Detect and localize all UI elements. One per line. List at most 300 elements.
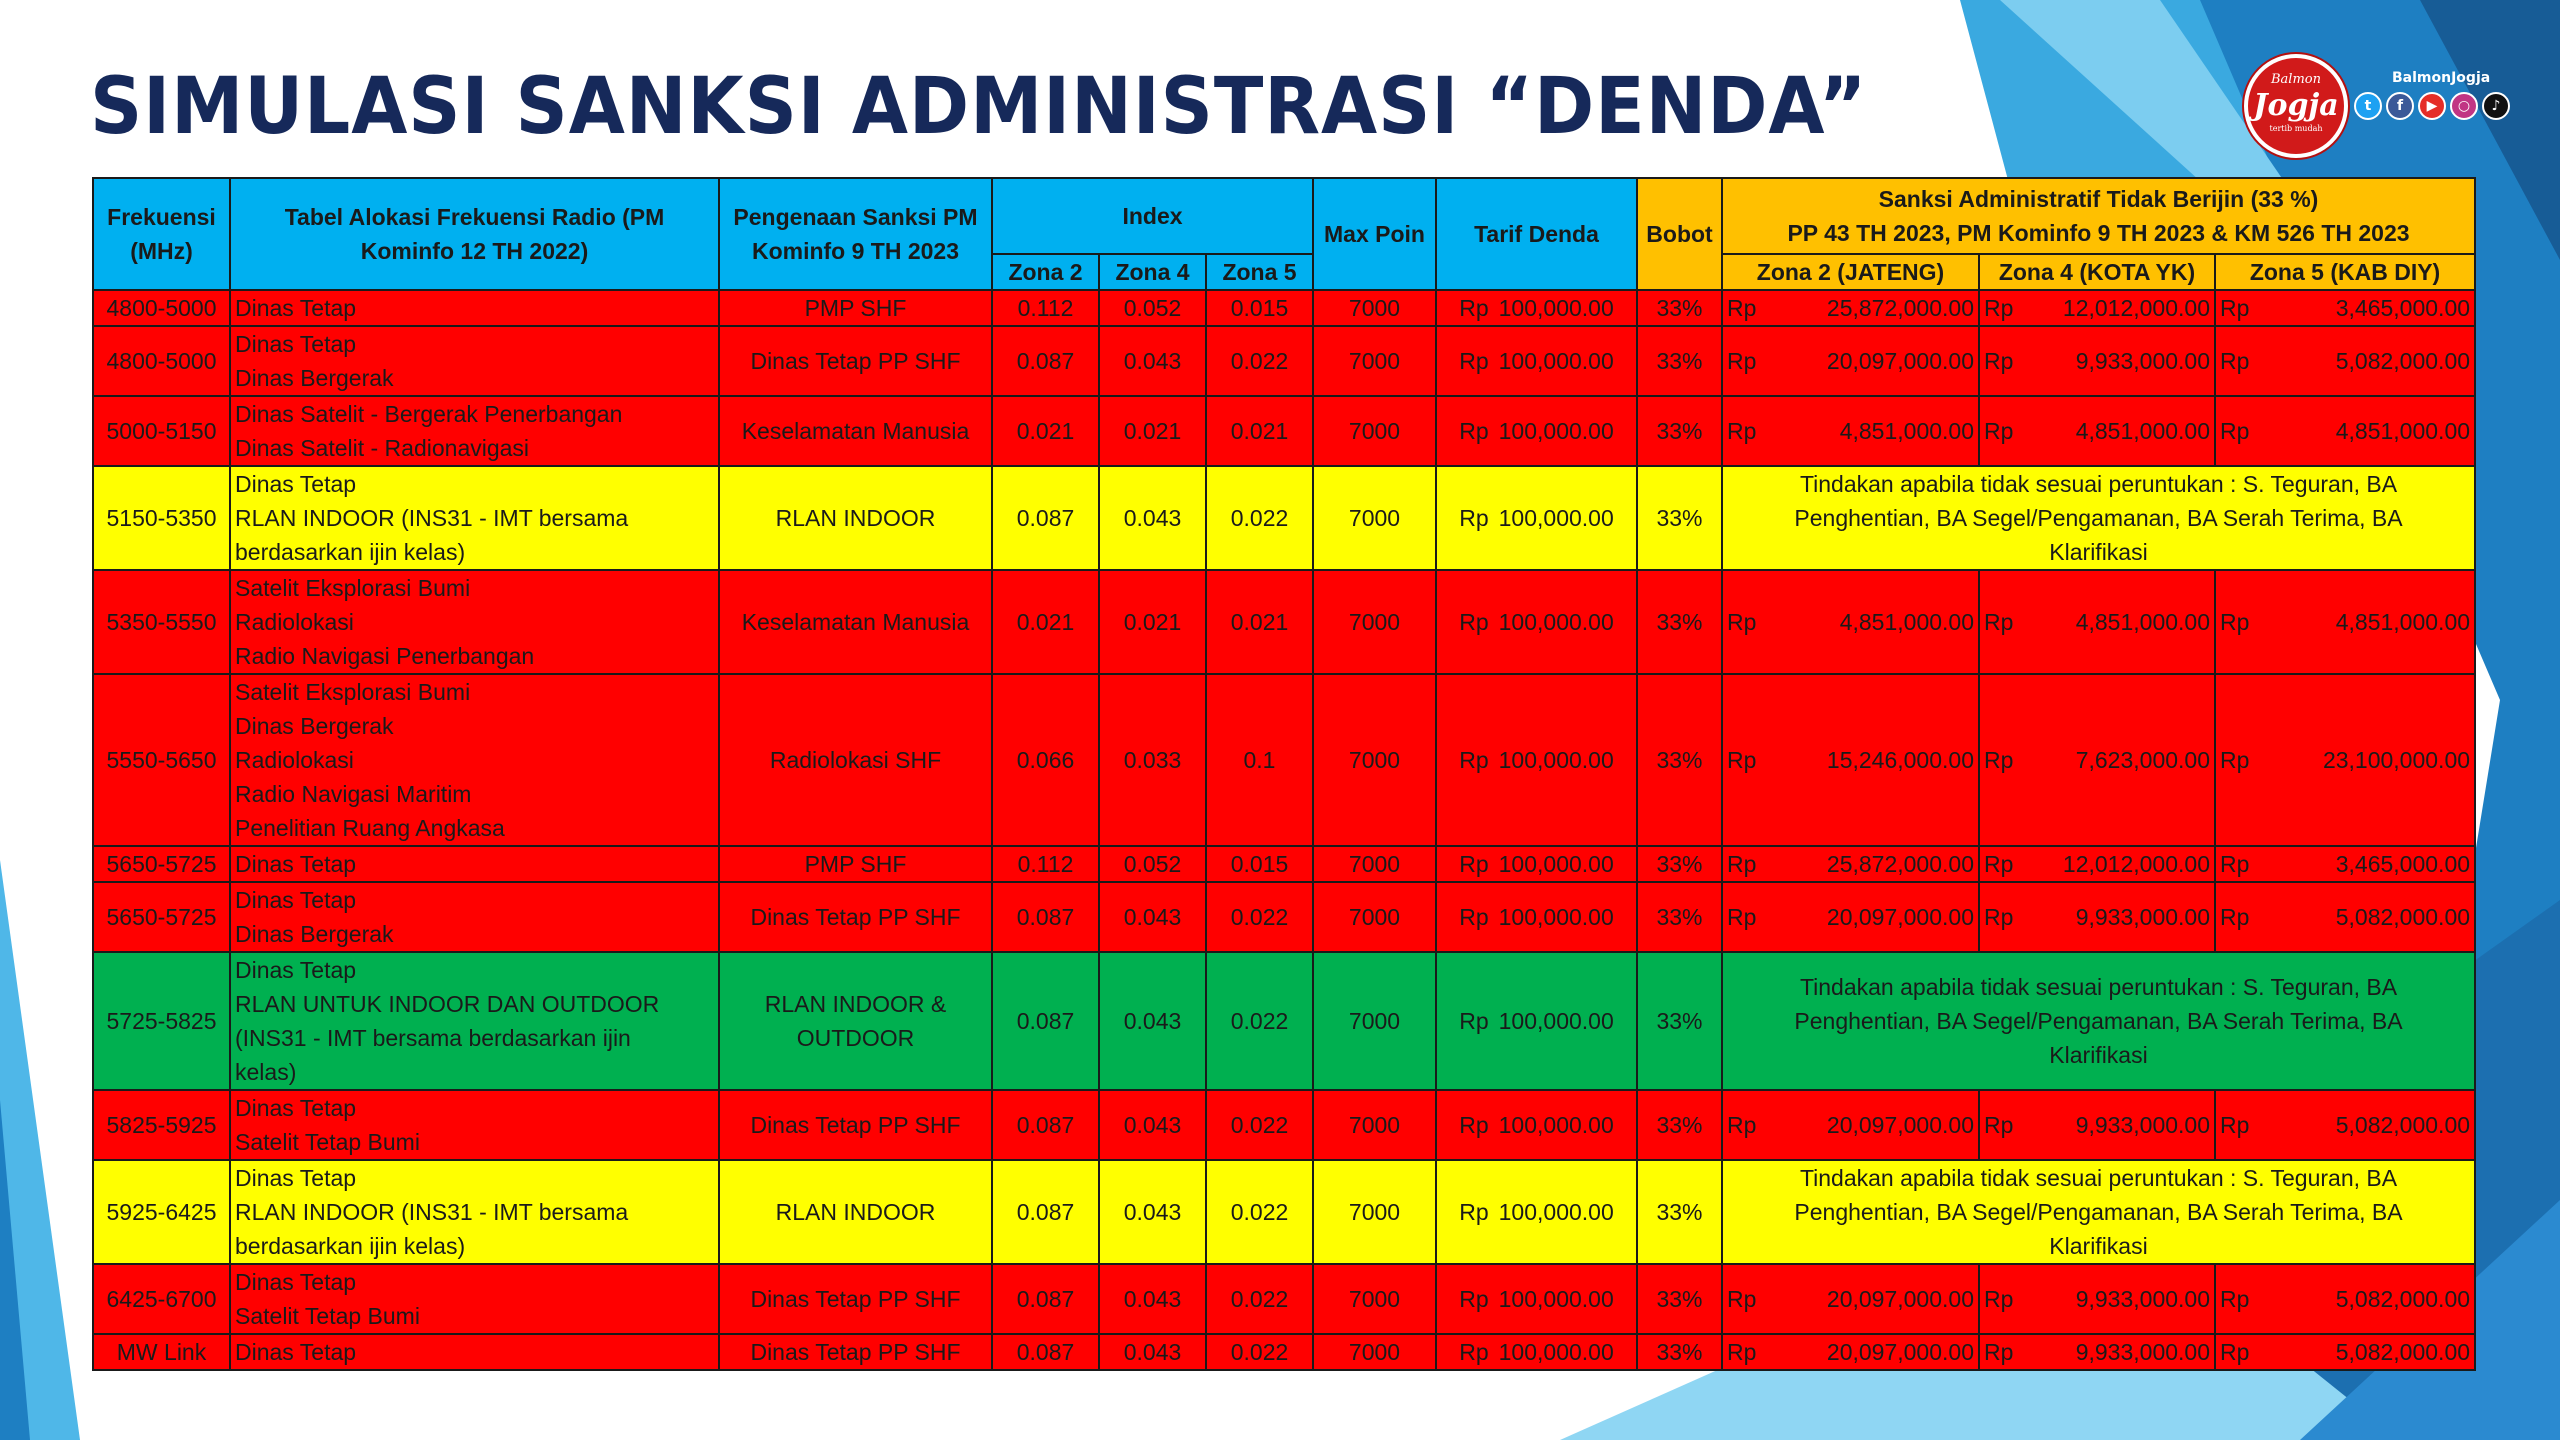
table-row <box>93 846 2475 882</box>
cell-denda-zona4 <box>1979 846 2215 882</box>
currency-label: Rp <box>1984 348 2014 374</box>
header-pengenaan-sanksi: Pengenaan Sanksi PM Kominfo 9 TH 2023 <box>719 178 992 290</box>
cell-alokasi <box>230 1160 719 1264</box>
currency-label: Rp <box>1984 1112 2014 1138</box>
cell-alokasi <box>230 326 719 396</box>
cell-denda-zona5 <box>2215 396 2475 466</box>
cell-tarif-denda <box>1436 846 1637 882</box>
cell-alokasi <box>230 1334 719 1370</box>
cell-bobot: 33% <box>1637 1264 1722 1334</box>
cell-max-poin: 7000 <box>1313 674 1436 846</box>
cell-denda-zona5 <box>2215 846 2475 882</box>
currency-label: Rp <box>1727 1286 1757 1312</box>
cell-denda-zona4 <box>1979 882 2215 952</box>
denda-value: 15,246,000.00 <box>1826 747 1974 773</box>
cell-index-zona2: 0.087 <box>992 1090 1099 1160</box>
cell-max-poin: 7000 <box>1313 882 1436 952</box>
cell-index-zona4: 0.043 <box>1099 882 1206 952</box>
currency-label: Rp <box>1727 1339 1757 1365</box>
cell-tarif-denda <box>1436 1264 1637 1334</box>
social-handle: BalmonJogja <box>2392 70 2491 86</box>
cell-index-zona4: 0.043 <box>1099 1090 1206 1160</box>
sanksi-table <box>92 177 2476 1371</box>
alokasi-line: berdasarkan ijin kelas) <box>235 1233 466 1259</box>
cell-max-poin: 7000 <box>1313 570 1436 674</box>
cell-denda-zona4 <box>1979 290 2215 326</box>
cell-index-zona4: 0.033 <box>1099 674 1206 846</box>
cell-denda-zona4 <box>1979 326 2215 396</box>
cell-frekuensi: 5825-5925 <box>93 1090 230 1160</box>
header-index-zona5: Zona 5 <box>1206 254 1313 290</box>
denda-value: 12,012,000.00 <box>2062 851 2210 877</box>
header-denda-zona5: Zona 5 (KAB DIY) <box>2215 254 2475 290</box>
cell-pengenaan-sanksi: Dinas Tetap PP SHF <box>719 1264 992 1334</box>
cell-bobot: 33% <box>1637 674 1722 846</box>
denda-value: 25,872,000.00 <box>1826 851 1974 877</box>
currency-label: Rp <box>1459 747 1489 773</box>
cell-index-zona4: 0.021 <box>1099 396 1206 466</box>
denda-value: 3,465,000.00 <box>2335 295 2471 321</box>
tarif-value: 100,000.00 <box>1498 609 1614 635</box>
cell-bobot: 33% <box>1637 1160 1722 1264</box>
alokasi-line: Radio Navigasi Maritim <box>235 781 472 807</box>
cell-bobot: 33% <box>1637 1334 1722 1370</box>
alokasi-line: Radiolokasi <box>235 609 354 635</box>
cell-index-zona4: 0.021 <box>1099 570 1206 674</box>
cell-tarif-denda <box>1436 1160 1637 1264</box>
cell-frekuensi: 5350-5550 <box>93 570 230 674</box>
alokasi-line: Dinas Tetap <box>235 957 357 983</box>
currency-label: Rp <box>1727 295 1757 321</box>
cell-index-zona5: 0.022 <box>1206 952 1313 1090</box>
cell-pengenaan-sanksi: RLAN INDOOR <box>719 1160 992 1264</box>
cell-index-zona4: 0.043 <box>1099 1334 1206 1370</box>
cell-max-poin: 7000 <box>1313 952 1436 1090</box>
cell-index-zona5: 0.022 <box>1206 1160 1313 1264</box>
alokasi-line: Dinas Tetap <box>235 1095 357 1121</box>
table-row <box>93 466 2475 570</box>
currency-label: Rp <box>1984 295 2014 321</box>
currency-label: Rp <box>2220 348 2250 374</box>
tarif-value: 100,000.00 <box>1498 1199 1614 1225</box>
denda-value: 9,933,000.00 <box>2075 1112 2210 1138</box>
cell-index-zona5: 0.1 <box>1206 674 1313 846</box>
denda-value: 9,933,000.00 <box>2075 1339 2210 1365</box>
cell-index-zona2: 0.087 <box>992 882 1099 952</box>
denda-value: 9,933,000.00 <box>2075 348 2210 374</box>
alokasi-line: Dinas Tetap <box>235 331 357 357</box>
header-frekuensi: Frekuensi (MHz) <box>93 178 230 290</box>
header-index-zona2: Zona 2 <box>992 254 1099 290</box>
cell-index-zona5: 0.015 <box>1206 290 1313 326</box>
cell-tarif-denda <box>1436 570 1637 674</box>
currency-label: Rp <box>1727 348 1757 374</box>
alokasi-line: RLAN UNTUK INDOOR DAN OUTDOOR <box>235 991 660 1017</box>
table-row <box>93 952 2475 1090</box>
cell-denda-zona2 <box>1722 1090 1979 1160</box>
cell-max-poin: 7000 <box>1313 1090 1436 1160</box>
cell-index-zona2: 0.087 <box>992 1160 1099 1264</box>
denda-value: 23,100,000.00 <box>2322 747 2471 773</box>
cell-pengenaan-sanksi: Dinas Tetap PP SHF <box>719 882 992 952</box>
alokasi-line: Radio Navigasi Penerbangan <box>235 643 535 669</box>
alokasi-line: berdasarkan ijin kelas) <box>235 539 466 565</box>
cell-index-zona5: 0.022 <box>1206 1334 1313 1370</box>
header-sanksi <box>1722 178 2475 254</box>
header-tabel-alokasi: Tabel Alokasi Frekuensi Radio (PM Kominfo 12 TH 2022) <box>230 178 719 290</box>
cell-tarif-denda <box>1436 882 1637 952</box>
table-row <box>93 1334 2475 1370</box>
currency-label: Rp <box>1727 609 1757 635</box>
cell-pengenaan-sanksi: Radiolokasi SHF <box>719 674 992 846</box>
currency-label: Rp <box>1459 609 1489 635</box>
currency-label: Rp <box>2220 851 2250 877</box>
header-sanksi-line2: PP 43 TH 2023, PM Kominfo 9 TH 2023 & KM 526 TH 2023 <box>1787 220 2410 246</box>
alokasi-line: Dinas Bergerak <box>235 365 394 391</box>
cell-index-zona4: 0.043 <box>1099 1264 1206 1334</box>
cell-frekuensi: 4800-5000 <box>93 290 230 326</box>
table-row <box>93 570 2475 674</box>
cell-index-zona2: 0.087 <box>992 1334 1099 1370</box>
cell-tarif-denda <box>1436 1090 1637 1160</box>
cell-denda-zona4 <box>1979 674 2215 846</box>
denda-value: 5,082,000.00 <box>2335 348 2471 374</box>
social-icons <box>2354 92 2510 120</box>
cell-pengenaan-sanksi: Dinas Tetap PP SHF <box>719 326 992 396</box>
cell-index-zona2: 0.087 <box>992 466 1099 570</box>
cell-index-zona5: 0.015 <box>1206 846 1313 882</box>
header-tarif-denda: Tarif Denda <box>1436 178 1637 290</box>
cell-index-zona4: 0.052 <box>1099 846 1206 882</box>
cell-frekuensi: 5925-6425 <box>93 1160 230 1264</box>
table-row <box>93 1160 2475 1264</box>
cell-index-zona2: 0.087 <box>992 952 1099 1090</box>
cell-denda-zona5 <box>2215 326 2475 396</box>
denda-value: 4,851,000.00 <box>1839 609 1974 635</box>
alokasi-line: Radiolokasi <box>235 747 354 773</box>
cell-pengenaan-sanksi: PMP SHF <box>719 846 992 882</box>
currency-label: Rp <box>1459 1339 1489 1365</box>
cell-alokasi <box>230 1090 719 1160</box>
currency-label: Rp <box>2220 904 2250 930</box>
denda-value: 4,851,000.00 <box>2335 418 2471 444</box>
alokasi-line: Dinas Tetap <box>235 851 357 877</box>
header-index: Index <box>992 178 1313 254</box>
alokasi-line: Dinas Bergerak <box>235 713 394 739</box>
cell-frekuensi: 4800-5000 <box>93 326 230 396</box>
denda-value: 25,872,000.00 <box>1826 295 1974 321</box>
cell-alokasi <box>230 882 719 952</box>
cell-index-zona4: 0.043 <box>1099 952 1206 1090</box>
cell-index-zona4: 0.052 <box>1099 290 1206 326</box>
tarif-value: 100,000.00 <box>1498 1286 1614 1312</box>
alokasi-line: Dinas Tetap <box>235 1269 357 1295</box>
currency-label: Rp <box>1984 1286 2014 1312</box>
cell-frekuensi: 5650-5725 <box>93 846 230 882</box>
cell-tindakan-note: Tindakan apabila tidak sesuai peruntukan : S. Teguran, BA Penghentian, BA Segel/Pengamanan, BA Serah Terima, BA Klarifikasi <box>1722 1160 2475 1264</box>
cell-denda-zona4 <box>1979 1334 2215 1370</box>
currency-label: Rp <box>1459 1286 1489 1312</box>
denda-value: 4,851,000.00 <box>1839 418 1974 444</box>
alokasi-line: Dinas Tetap <box>235 1165 357 1191</box>
currency-label: Rp <box>1459 418 1489 444</box>
currency-label: Rp <box>1984 747 2014 773</box>
alokasi-line: Dinas Bergerak <box>235 921 394 947</box>
denda-value: 12,012,000.00 <box>2062 295 2210 321</box>
cell-index-zona5: 0.022 <box>1206 1264 1313 1334</box>
balmon-logo <box>2240 48 2540 158</box>
cell-bobot: 33% <box>1637 326 1722 396</box>
cell-index-zona5: 0.021 <box>1206 570 1313 674</box>
currency-label: Rp <box>2220 418 2250 444</box>
alokasi-line: Dinas Tetap <box>235 887 357 913</box>
cell-denda-zona4 <box>1979 1090 2215 1160</box>
cell-denda-zona2 <box>1722 1264 1979 1334</box>
cell-denda-zona2 <box>1722 674 1979 846</box>
denda-value: 9,933,000.00 <box>2075 1286 2210 1312</box>
cell-bobot: 33% <box>1637 882 1722 952</box>
cell-index-zona5: 0.022 <box>1206 882 1313 952</box>
cell-index-zona4: 0.043 <box>1099 466 1206 570</box>
currency-label: Rp <box>2220 1339 2250 1365</box>
cell-tarif-denda <box>1436 466 1637 570</box>
currency-label: Rp <box>1459 505 1489 531</box>
tarif-value: 100,000.00 <box>1498 418 1614 444</box>
alokasi-line: Dinas Satelit - Radionavigasi <box>235 435 530 461</box>
cell-max-poin: 7000 <box>1313 290 1436 326</box>
alokasi-line: Dinas Tetap <box>235 1339 357 1365</box>
table-row <box>93 1090 2475 1160</box>
header-sanksi-line1: Sanksi Administratif Tidak Berijin (33 %) <box>1878 186 2319 212</box>
cell-denda-zona2 <box>1722 290 1979 326</box>
currency-label: Rp <box>1459 851 1489 877</box>
denda-value: 9,933,000.00 <box>2075 904 2210 930</box>
currency-label: Rp <box>1459 295 1489 321</box>
cell-denda-zona4 <box>1979 1264 2215 1334</box>
cell-tarif-denda <box>1436 290 1637 326</box>
header-denda-zona4: Zona 4 (KOTA YK) <box>1979 254 2215 290</box>
cell-index-zona2: 0.087 <box>992 1264 1099 1334</box>
cell-index-zona2: 0.021 <box>992 570 1099 674</box>
cell-index-zona2: 0.066 <box>992 674 1099 846</box>
cell-index-zona2: 0.112 <box>992 290 1099 326</box>
currency-label: Rp <box>1459 904 1489 930</box>
currency-label: Rp <box>1727 904 1757 930</box>
cell-index-zona2: 0.021 <box>992 396 1099 466</box>
currency-label: Rp <box>1727 851 1757 877</box>
cell-bobot: 33% <box>1637 952 1722 1090</box>
tiktok-icon[interactable]: ♪ <box>2482 92 2510 120</box>
cell-bobot: 33% <box>1637 570 1722 674</box>
cell-alokasi <box>230 674 719 846</box>
alokasi-line: Satelit Eksplorasi Bumi <box>235 575 471 601</box>
cell-index-zona5: 0.022 <box>1206 1090 1313 1160</box>
denda-value: 4,851,000.00 <box>2075 609 2210 635</box>
currency-label: Rp <box>1727 1112 1757 1138</box>
cell-denda-zona5 <box>2215 1334 2475 1370</box>
currency-label: Rp <box>1984 418 2014 444</box>
cell-tarif-denda <box>1436 952 1637 1090</box>
alokasi-line: Satelit Tetap Bumi <box>235 1303 420 1329</box>
cell-denda-zona2 <box>1722 882 1979 952</box>
denda-value: 4,851,000.00 <box>2075 418 2210 444</box>
logo-small-text: Balmon <box>2271 72 2321 87</box>
cell-index-zona5: 0.021 <box>1206 396 1313 466</box>
cell-alokasi <box>230 1264 719 1334</box>
tarif-value: 100,000.00 <box>1498 851 1614 877</box>
cell-tarif-denda <box>1436 396 1637 466</box>
cell-pengenaan-sanksi: PMP SHF <box>719 290 992 326</box>
alokasi-line: Dinas Satelit - Bergerak Penerbangan <box>235 401 623 427</box>
currency-label: Rp <box>2220 295 2250 321</box>
tarif-value: 100,000.00 <box>1498 348 1614 374</box>
alokasi-line: RLAN INDOOR (INS31 - IMT bersama <box>235 505 629 531</box>
cell-bobot: 33% <box>1637 846 1722 882</box>
denda-value: 4,851,000.00 <box>2335 609 2471 635</box>
logo-main-text: Jogja <box>2253 88 2339 123</box>
table-row <box>93 1264 2475 1334</box>
currency-label: Rp <box>1984 904 2014 930</box>
twitter-icon[interactable]: t <box>2354 92 2382 120</box>
cell-index-zona4: 0.043 <box>1099 326 1206 396</box>
cell-alokasi <box>230 570 719 674</box>
cell-denda-zona5 <box>2215 882 2475 952</box>
denda-value: 3,465,000.00 <box>2335 851 2471 877</box>
alokasi-line: RLAN INDOOR (INS31 - IMT bersama <box>235 1199 629 1225</box>
currency-label: Rp <box>1984 851 2014 877</box>
alokasi-line: (INS31 - IMT bersama berdasarkan ijin <box>235 1025 631 1051</box>
cell-pengenaan-sanksi: Dinas Tetap PP SHF <box>719 1334 992 1370</box>
cell-tindakan-note: Tindakan apabila tidak sesuai peruntukan : S. Teguran, BA Penghentian, BA Segel/Pengamanan, BA Serah Terima, BA Klarifikasi <box>1722 952 2475 1090</box>
currency-label: Rp <box>2220 609 2250 635</box>
denda-value: 20,097,000.00 <box>1826 348 1974 374</box>
cell-index-zona5: 0.022 <box>1206 466 1313 570</box>
cell-frekuensi: 5725-5825 <box>93 952 230 1090</box>
alokasi-line: Penelitian Ruang Angkasa <box>235 815 505 841</box>
cell-pengenaan-sanksi: RLAN INDOOR <box>719 466 992 570</box>
cell-max-poin: 7000 <box>1313 846 1436 882</box>
currency-label: Rp <box>2220 747 2250 773</box>
cell-index-zona5: 0.022 <box>1206 326 1313 396</box>
cell-denda-zona4 <box>1979 396 2215 466</box>
cell-frekuensi: MW Link <box>93 1334 230 1370</box>
currency-label: Rp <box>1459 1199 1489 1225</box>
currency-label: Rp <box>1727 418 1757 444</box>
cell-frekuensi: 6425-6700 <box>93 1264 230 1334</box>
denda-value: 5,082,000.00 <box>2335 1339 2471 1365</box>
table-row <box>93 326 2475 396</box>
currency-label: Rp <box>1984 1339 2014 1365</box>
cell-denda-zona5 <box>2215 674 2475 846</box>
currency-label: Rp <box>1727 747 1757 773</box>
header-bobot: Bobot <box>1637 178 1722 290</box>
cell-bobot: 33% <box>1637 290 1722 326</box>
alokasi-line: Dinas Tetap <box>235 295 357 321</box>
cell-max-poin: 7000 <box>1313 396 1436 466</box>
table-row <box>93 290 2475 326</box>
denda-value: 20,097,000.00 <box>1826 904 1974 930</box>
logo-sub-text: tertib mudah <box>2269 124 2323 133</box>
denda-value: 5,082,000.00 <box>2335 1286 2471 1312</box>
cell-pengenaan-sanksi: Dinas Tetap PP SHF <box>719 1090 992 1160</box>
currency-label: Rp <box>1459 1112 1489 1138</box>
cell-denda-zona2 <box>1722 326 1979 396</box>
cell-index-zona2: 0.112 <box>992 846 1099 882</box>
cell-tarif-denda <box>1436 674 1637 846</box>
table-body <box>93 290 2475 1370</box>
instagram-icon[interactable]: ○ <box>2450 92 2478 120</box>
cell-denda-zona2 <box>1722 396 1979 466</box>
tarif-value: 100,000.00 <box>1498 904 1614 930</box>
cell-frekuensi: 5550-5650 <box>93 674 230 846</box>
cell-denda-zona4 <box>1979 570 2215 674</box>
cell-frekuensi: 5150-5350 <box>93 466 230 570</box>
cell-tarif-denda <box>1436 326 1637 396</box>
denda-value: 5,082,000.00 <box>2335 1112 2471 1138</box>
alokasi-line: Satelit Eksplorasi Bumi <box>235 679 471 705</box>
cell-tindakan-note: Tindakan apabila tidak sesuai peruntukan : S. Teguran, BA Penghentian, BA Segel/Pengamanan, BA Serah Terima, BA Klarifikasi <box>1722 466 2475 570</box>
cell-bobot: 33% <box>1637 396 1722 466</box>
cell-pengenaan-sanksi: RLAN INDOOR & OUTDOOR <box>719 952 992 1090</box>
tarif-value: 100,000.00 <box>1498 295 1614 321</box>
header-denda-zona2: Zona 2 (JATENG) <box>1722 254 1979 290</box>
cell-max-poin: 7000 <box>1313 1160 1436 1264</box>
cell-alokasi <box>230 290 719 326</box>
cell-bobot: 33% <box>1637 466 1722 570</box>
cell-alokasi <box>230 846 719 882</box>
logo-badge <box>2244 54 2348 158</box>
table-row <box>93 674 2475 846</box>
cell-max-poin: 7000 <box>1313 1334 1436 1370</box>
header-index-zona4: Zona 4 <box>1099 254 1206 290</box>
currency-label: Rp <box>2220 1112 2250 1138</box>
cell-index-zona2: 0.087 <box>992 326 1099 396</box>
cell-pengenaan-sanksi: Keselamatan Manusia <box>719 396 992 466</box>
cell-index-zona4: 0.043 <box>1099 1160 1206 1264</box>
alokasi-line: kelas) <box>235 1059 297 1085</box>
currency-label: Rp <box>1459 1008 1489 1034</box>
alokasi-line: Satelit Tetap Bumi <box>235 1129 420 1155</box>
denda-value: 20,097,000.00 <box>1826 1286 1974 1312</box>
cell-tarif-denda <box>1436 1334 1637 1370</box>
cell-denda-zona2 <box>1722 846 1979 882</box>
cell-alokasi <box>230 396 719 466</box>
cell-denda-zona5 <box>2215 1264 2475 1334</box>
tarif-value: 100,000.00 <box>1498 1112 1614 1138</box>
cell-denda-zona2 <box>1722 1334 1979 1370</box>
table-row <box>93 882 2475 952</box>
cell-frekuensi: 5000-5150 <box>93 396 230 466</box>
tarif-value: 100,000.00 <box>1498 747 1614 773</box>
youtube-icon[interactable]: ▶ <box>2418 92 2446 120</box>
currency-label: Rp <box>1984 609 2014 635</box>
cell-max-poin: 7000 <box>1313 466 1436 570</box>
currency-label: Rp <box>2220 1286 2250 1312</box>
tarif-value: 100,000.00 <box>1498 505 1614 531</box>
cell-pengenaan-sanksi: Keselamatan Manusia <box>719 570 992 674</box>
denda-value: 20,097,000.00 <box>1826 1112 1974 1138</box>
cell-denda-zona5 <box>2215 1090 2475 1160</box>
cell-bobot: 33% <box>1637 1090 1722 1160</box>
cell-max-poin: 7000 <box>1313 1264 1436 1334</box>
facebook-icon[interactable]: f <box>2386 92 2414 120</box>
denda-value: 20,097,000.00 <box>1826 1339 1974 1365</box>
tarif-value: 100,000.00 <box>1498 1008 1614 1034</box>
alokasi-line: Dinas Tetap <box>235 471 357 497</box>
cell-denda-zona5 <box>2215 570 2475 674</box>
table-row <box>93 396 2475 466</box>
cell-denda-zona2 <box>1722 570 1979 674</box>
